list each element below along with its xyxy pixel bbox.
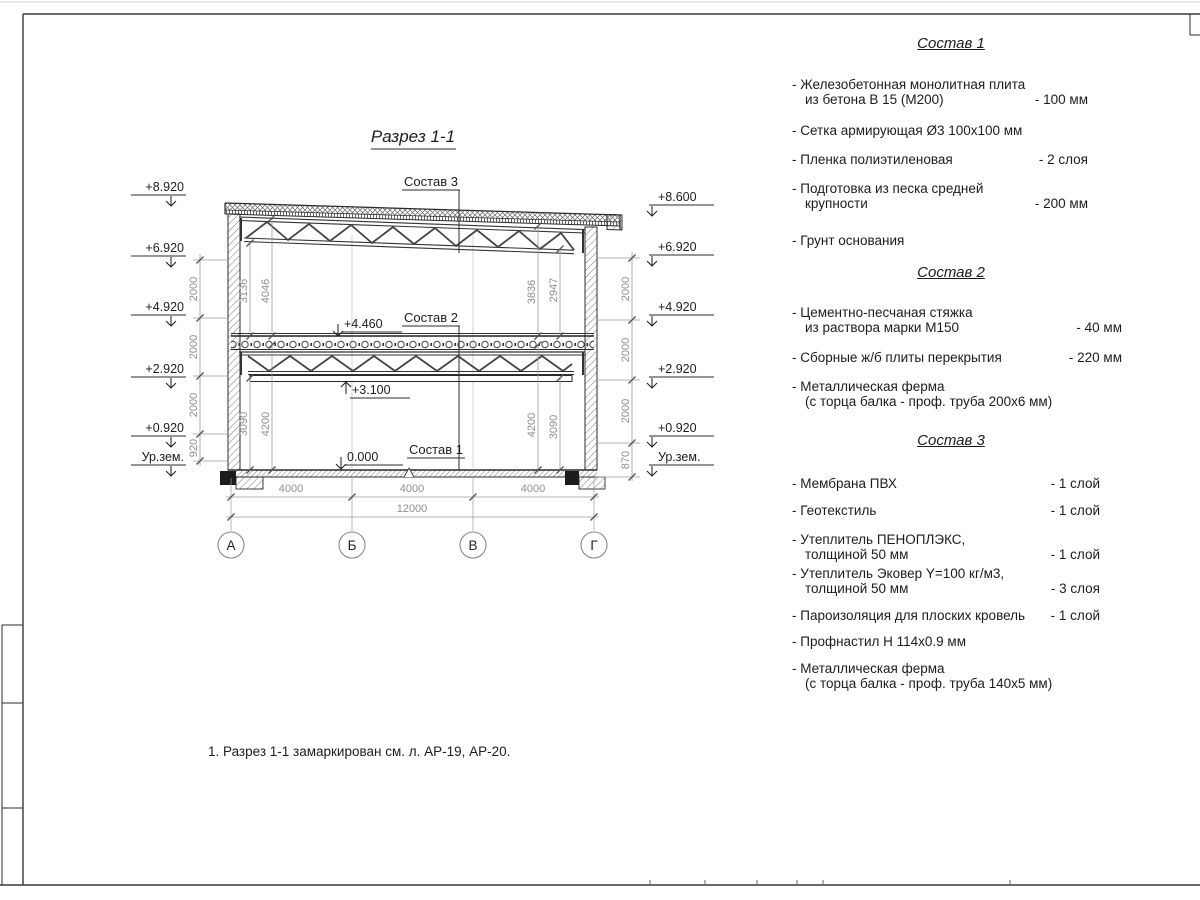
svg-text:+8.920: +8.920 [145,180,184,194]
svg-text:+4.920: +4.920 [658,300,697,314]
right-dim-chain [596,252,640,481]
svg-text:2000: 2000 [188,334,200,360]
section-heading: Состав 1 [917,35,985,52]
svg-text:4200: 4200 [260,411,272,437]
specification-panel [792,35,1122,691]
axis-v: В [468,538,478,553]
sostav-2-section [792,263,1122,409]
spec-item: - Пароизоляция для плоских кровель - 1 слой [792,608,1100,624]
spec-item: - Мембрана ПВХ - 1 слой [792,475,1100,491]
svg-text:3836: 3836 [526,279,538,305]
axis-g: Г [590,538,598,553]
svg-text:4000: 4000 [520,483,546,495]
svg-text:2000: 2000 [188,276,200,302]
svg-text:4000: 4000 [399,483,425,495]
spec-value: - 1 слой [1050,502,1100,518]
axis-bubbles [218,532,607,558]
bottom-dimensions [218,478,607,558]
spec-item: - Пленка полиэтиленовая - 2 слоя [792,152,1088,168]
svg-text:Ур.зем.: Ур.зем. [141,450,184,464]
svg-text:4200: 4200 [526,412,538,438]
svg-text:2000: 2000 [620,337,632,363]
svg-text:+0.920: +0.920 [658,421,697,435]
spec-item: - Подготовка из песка средней крупности - 200 мм [792,181,1088,212]
sostav1-label: Состав 1 [409,442,463,457]
footnote: 1. Разрез 1-1 замаркирован см. л. АР-19, АР-20. [208,744,511,759]
title-block-ticks [650,880,1010,885]
axis-a: А [226,538,236,553]
spec-value: - 1 слой [1050,475,1100,491]
spec-value: - 3 слоя [1050,581,1100,597]
right-elevation-marks [647,190,714,476]
floor-truss [239,352,585,382]
svg-text:+2.920: +2.920 [658,362,697,376]
foundation-right [579,477,605,489]
svg-text:+8.600: +8.600 [658,190,697,204]
spec-item: - Цементно-песчаная стяжка из раствора марки М150 - 40 мм [792,305,1122,336]
drawing-title [371,127,456,149]
corner-zone-box [1190,14,1200,35]
left-stamp-boxes [2,625,23,885]
svg-text:Ур.зем.: Ур.зем. [658,450,701,464]
spec-value: - 40 мм [1076,320,1122,336]
svg-text:2947: 2947 [548,277,560,303]
section-heading: Состав 3 [917,431,985,449]
spec-value: - 1 слой [1050,608,1100,624]
floor-slab [231,334,594,350]
spec-item: - Сетка армирующая Ø3 100х100 мм [792,123,1023,139]
svg-text:3136: 3136 [238,278,250,304]
svg-text:+6.920: +6.920 [658,240,697,254]
svg-text:+4.920: +4.920 [145,300,184,314]
left-elevation-marks [131,180,186,476]
spec-value: - 200 мм [1034,196,1088,212]
foundation-left [236,477,263,489]
svg-text:920: 920 [188,438,200,458]
roof-assembly [225,203,622,230]
sostav-1-section [792,36,1110,249]
svg-text:2000: 2000 [620,398,632,424]
spec-value: - 220 мм [1068,349,1122,365]
level-4460: +4.460 [344,317,383,331]
svg-text:+2.920: +2.920 [145,362,184,376]
spec-item: - Геотекстиль - 1 слой [792,502,1100,518]
spec-item: - Грунт основания [792,233,905,249]
section-heading: Состав 2 [917,263,985,281]
svg-text:870: 870 [620,450,632,470]
axis-b: Б [347,538,357,553]
sostav3-label: Состав 3 [404,174,458,189]
level-3100: +3.100 [352,383,391,397]
sostav-3-section [792,433,1110,691]
svg-text:2000: 2000 [620,276,632,302]
svg-text:3090: 3090 [548,414,560,440]
spec-item: - Профнастил Н 114х0.9 мм [792,634,966,650]
spec-value: - 2 слоя [1038,152,1088,168]
svg-text:4046: 4046 [260,278,272,304]
level-0000: 0.000 [347,450,379,464]
spec-item: - Утеплитель ПЕНОПЛЭКС, толщиной 50 мм - 1 слой [792,531,1100,563]
spec-item: - Металлическая ферма (с торца балка - проф. труба 140х5 мм) [792,660,1053,691]
svg-text:4000: 4000 [278,483,304,495]
spec-value: - 1 слой [1050,547,1100,563]
svg-text:+0.920: +0.920 [145,421,184,435]
svg-text:2000: 2000 [188,392,200,418]
sostav2-label: Состав 2 [404,310,458,325]
spec-item: - Металлическая ферма (с торца балка - проф. труба 200х6 мм) [792,378,1053,409]
spec-item: - Утеплитель Эковер Y=100 кг/м3, толщиной 50 мм - 3 слоя [792,566,1100,597]
spec-value: - 100 мм [1034,91,1088,107]
page-title: Разрез 1-1 [370,127,456,146]
left-dim-chain [188,254,229,466]
svg-text:3090: 3090 [238,411,250,437]
spec-item: - Сборные ж/б плиты перекрытия - 220 мм [792,349,1122,365]
total-dimension: 12000 [396,503,428,515]
spec-item: - Железобетонная монолитная плита из бетона В 15 (М200) - 100 мм [792,76,1088,107]
svg-text:+6.920: +6.920 [145,241,184,255]
